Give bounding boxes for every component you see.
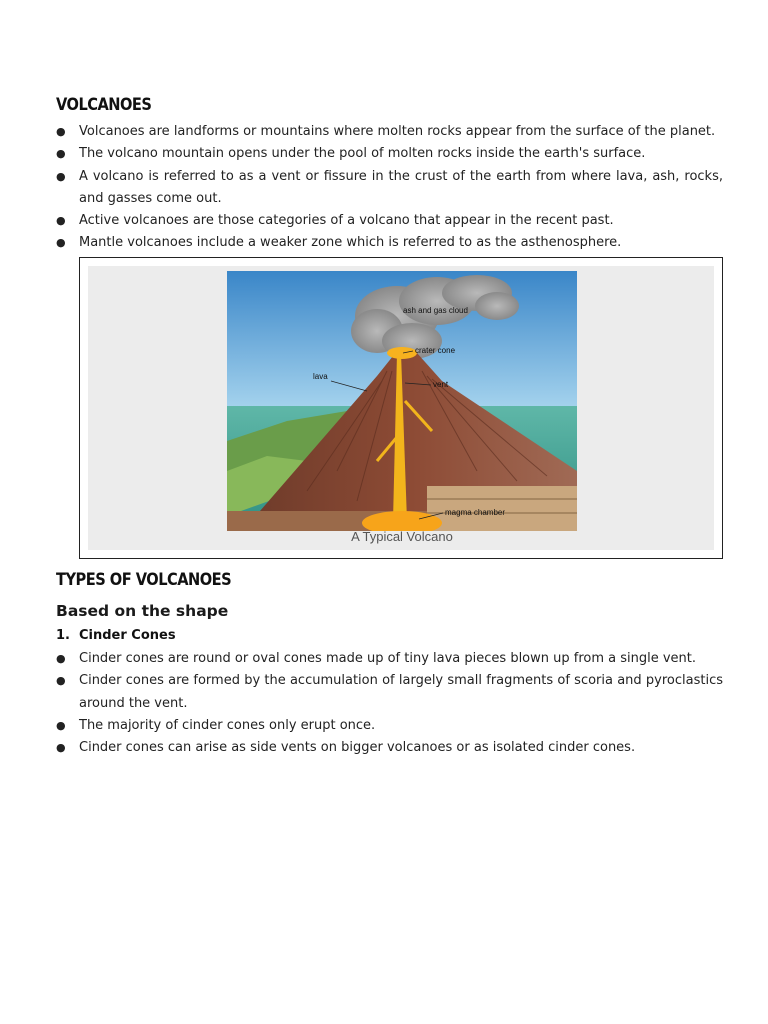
heading-volcanoes: VOLCANOES <box>56 95 152 115</box>
list-item: ● Mantle volcanoes include a weaker zone which is referred to as the asthenosphere. <box>56 235 622 251</box>
list-item: ● The volcano mountain opens under the pool of molten rocks inside the earth's surface. <box>56 146 646 162</box>
list-item: ● Volcanoes are landforms or mountains where molten rocks appear from the surface of the planet. <box>56 124 716 139</box>
label-vent: vent <box>433 380 449 389</box>
cinder-cones-bullet-list <box>56 648 723 759</box>
volcano-diagram <box>227 271 577 531</box>
label-magma-chamber: magma chamber <box>445 508 506 517</box>
list-item: ● A volcano is referred to as a vent or fissure in the crust of the earth from where lava, ash, rocks, and gasses come out. <box>56 168 723 206</box>
heading-types-of-volcanoes: TYPES OF VOLCANOES <box>56 570 232 590</box>
list-item: ● Cinder cones can arise as side vents on bigger volcanoes or as isolated cinder cones. <box>56 740 636 756</box>
subheading-based-on-shape: Based on the shape <box>56 602 229 620</box>
list-item: ● The majority of cinder cones only erupt once. <box>56 717 376 733</box>
label-ash-cloud: ash and gas cloud <box>403 306 468 315</box>
figure-background <box>88 266 714 550</box>
list-item: ● Active volcanoes are those categories of a volcano that appear in the recent past. <box>56 213 614 229</box>
list-item: ● Cinder cones are formed by the accumulation of largely small fragments of scoria and pyroclastics around the vent. <box>56 673 723 711</box>
label-crater-cone: crater cone <box>415 346 456 355</box>
volcano-bullet-list <box>56 121 723 255</box>
volcano-figure <box>79 257 723 559</box>
list-item: ● Cinder cones are round or oval cones made up of tiny lava pieces blown up from a single vent. <box>56 651 697 666</box>
figure-caption: A Typical Volcano <box>351 529 453 544</box>
numbered-item-cinder-cones: 1. Cinder Cones <box>56 628 176 643</box>
label-lava: lava <box>313 372 328 381</box>
